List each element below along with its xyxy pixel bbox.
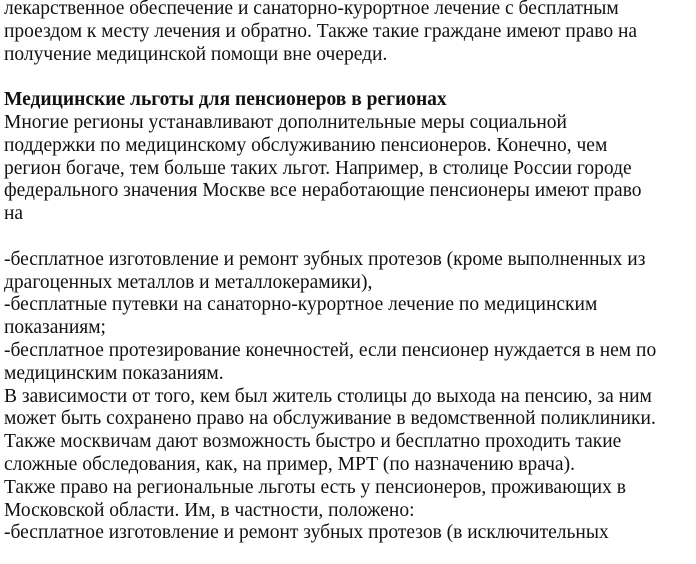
list-line-12: Московской области. Им, в частности, положено: <box>4 499 415 521</box>
list-line-1: -бесплатное изготовление и ремонт зубных протезов (кроме выполненных из <box>4 248 646 270</box>
list-line-2: драгоценных металлов и металлокерамики), <box>4 271 373 293</box>
intro-line-1: лекарственное обеспечение и санаторно-курортное лечение с бесплатным <box>4 0 619 19</box>
list-line-4: показаниям; <box>4 317 106 339</box>
section-line-5: на <box>4 203 24 225</box>
intro-line-3: получение медицинской помощи вне очереди. <box>4 43 388 65</box>
list-line-8: может быть сохранено право на обслуживание в ведомственной поликлиники. <box>4 408 656 430</box>
intro-line-2: проездом к месту лечения и обратно. Также такие граждане имеют право на <box>4 20 638 42</box>
section-line-3: регион богаче, тем больше таких льгот. Например, в столице России городе <box>4 157 632 179</box>
list-line-9: Также москвичам дают возможность быстро и бесплатно проходить такие <box>4 431 622 453</box>
list-line-13: -бесплатное изготовление и ремонт зубных протезов (в исключительных <box>4 522 609 544</box>
section-line-1: Многие регионы устанавливают дополнительные меры социальной <box>4 111 567 133</box>
list-line-5: -бесплатное протезирование конечностей, если пенсионер нуждается в нем по <box>4 339 657 361</box>
paragraph-gap <box>4 66 694 89</box>
list-line-6: медицинским показаниям. <box>4 362 224 384</box>
section-line-2: поддержки по медицинскому обслуживанию пенсионеров. Конечно, чем <box>4 134 608 156</box>
section-heading: Медицинские льготы для пенсионеров в регионах <box>4 89 447 111</box>
section-line-4: федерального значения Москве все неработающие пенсионеры имеют право <box>4 180 642 202</box>
list-line-3: -бесплатные путевки на санаторно-курортное лечение по медицинским <box>4 294 598 316</box>
list-line-7: В зависимости от того, кем был житель столицы до выхода на пенсию, за ним <box>4 385 652 407</box>
paragraph-gap <box>4 226 694 249</box>
document-text <box>4 0 694 545</box>
list-line-11: Также право на региональные льготы есть у пенсионеров, проживающих в <box>4 476 626 498</box>
list-line-10: сложные обследования, как, на пример, МРТ (по назначению врача). <box>4 453 575 475</box>
